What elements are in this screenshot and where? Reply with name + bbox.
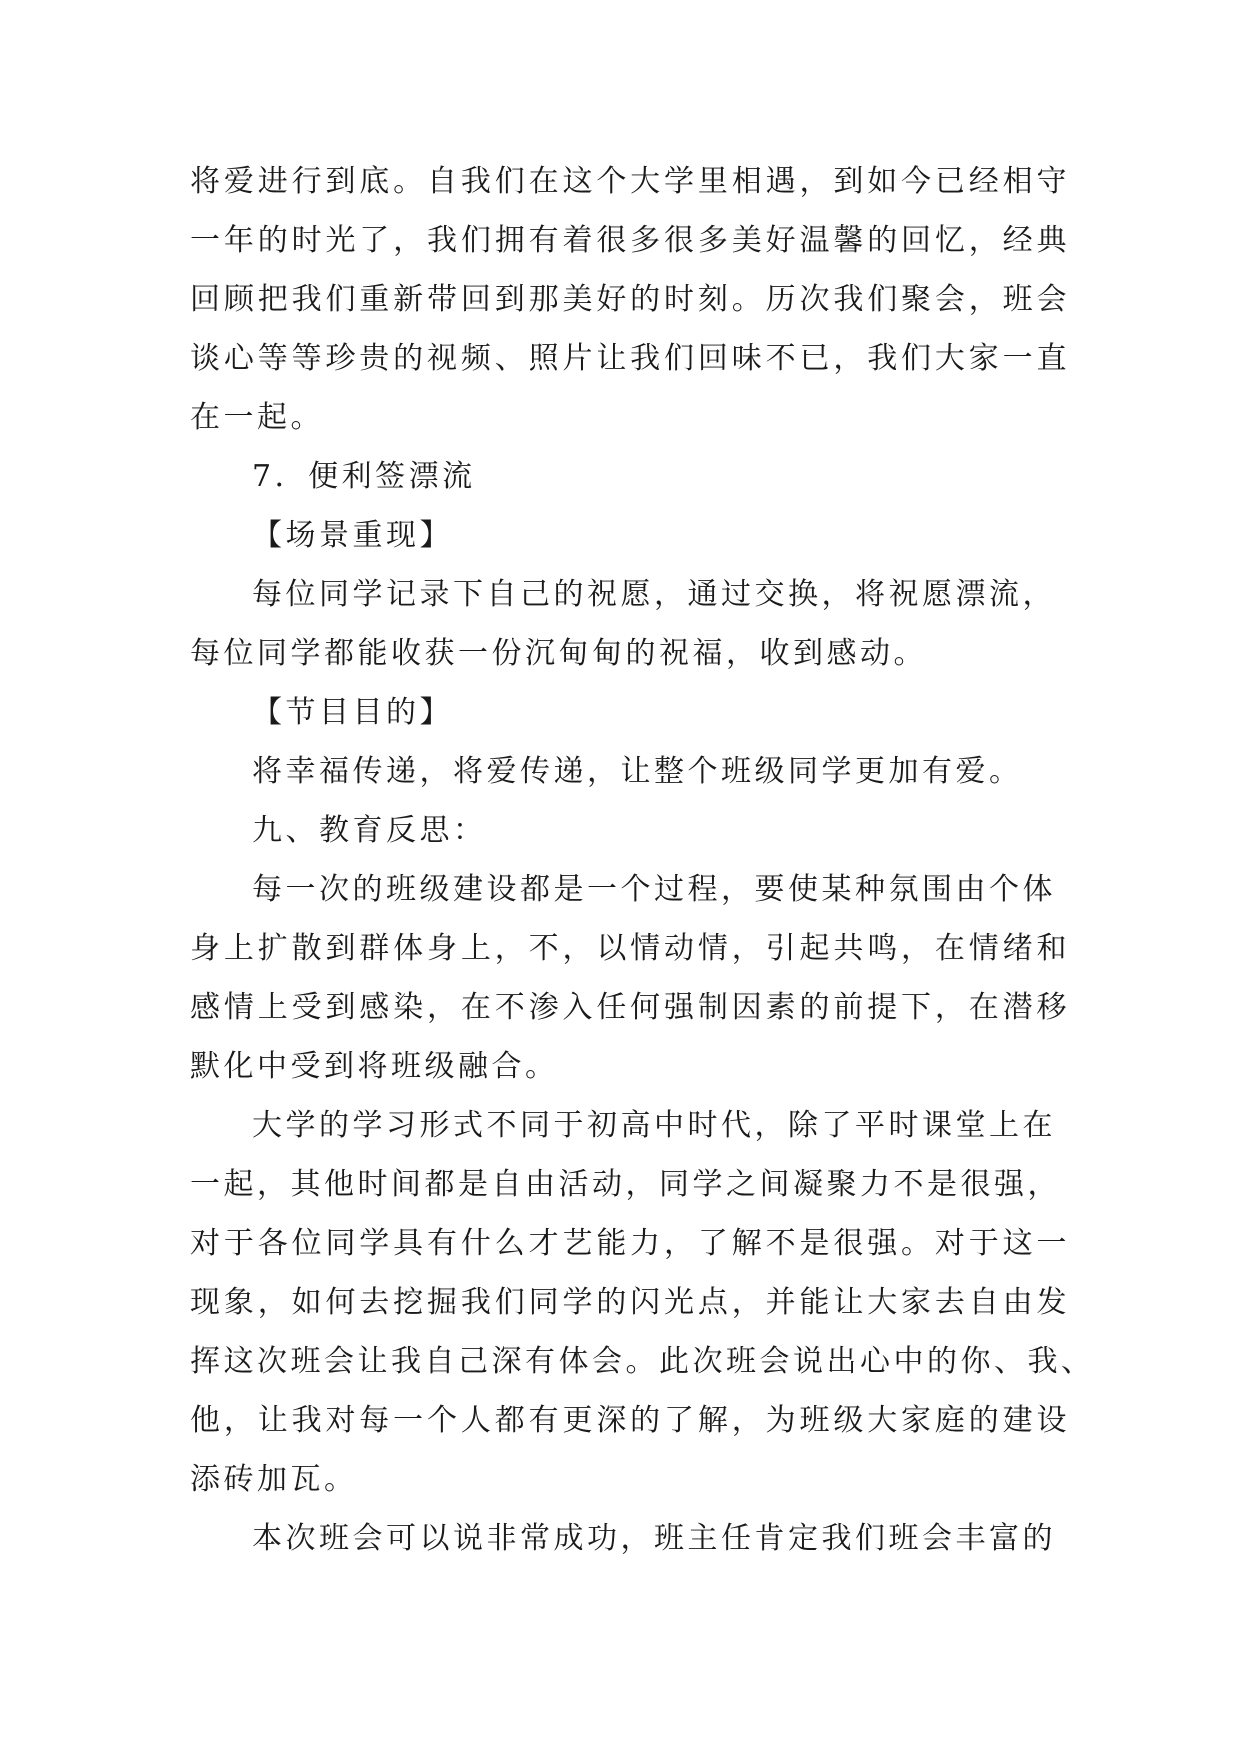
text-line: 每位同学记录下自己的祝愿，通过交换，将祝愿漂流， [252,577,1056,612]
text-line: 一起，其他时间都是自由活动，同学之间凝聚力不是很强， [190,1167,1061,1202]
section-heading-education-reflection [190,801,1070,860]
text-line: 添砖加瓦。 [190,1462,358,1497]
text-line: 挥这次班会让我自己深有体会。此次班会说出心中的你、我、 [190,1344,1095,1379]
text-line: 现象，如何去挖掘我们同学的闪光点，并能让大家去自由发 [190,1285,1070,1320]
subheading-program-purpose [190,683,1070,742]
text-line: 谈心等等珍贵的视频、照片让我们回味不已，我们大家一直 [190,341,1070,376]
text-line: 7．便利签漂流 [252,459,476,494]
section-heading-sticky-note-drift [190,447,1070,506]
text-line: 每位同学都能收获一份沉甸甸的祝福，收到感动。 [190,636,927,671]
document-body [190,152,1095,1568]
text-line: 将爱进行到底。自我们在这个大学里相遇，到如今已经相守 [190,164,1070,199]
paragraph-conclusion [190,1509,1070,1568]
text-line: 九、教育反思： [252,813,487,848]
text-line: 对于各位同学具有什么才艺能力，了解不是很强。对于这一 [190,1226,1070,1261]
paragraph-university-learning [190,1096,1095,1509]
text-line: 在一起。 [190,400,324,435]
text-line: 感情上受到感染，在不渗入任何强制因素的前提下，在潜移 [190,990,1070,1025]
text-line: 【节目目的】 [252,695,453,730]
paragraph-scene-description [190,565,1070,683]
text-line: 回顾把我们重新带回到那美好的时刻。历次我们聚会，班会 [190,282,1070,317]
text-line: 【场景重现】 [252,518,453,553]
paragraph-purpose-description [190,742,1070,801]
text-line: 身上扩散到群体身上，不，以情动情，引起共鸣，在情绪和 [190,931,1070,966]
text-line: 默化中受到将班级融合。 [190,1049,559,1084]
text-line: 大学的学习形式不同于初高中时代，除了平时课堂上在 [252,1108,1056,1143]
text-line: 一年的时光了，我们拥有着很多很多美好温馨的回忆，经典 [190,223,1070,258]
text-line: 将幸福传递，将爱传递，让整个班级同学更加有爱。 [252,754,1023,789]
text-line: 每一次的班级建设都是一个过程，要使某种氛围由个体 [252,872,1056,907]
subheading-scene-recreation [190,506,1070,565]
paragraph-class-building [190,860,1070,1096]
text-line: 本次班会可以说非常成功，班主任肯定我们班会丰富的 [252,1521,1056,1556]
text-line: 他，让我对每一个人都有更深的了解，为班级大家庭的建设 [190,1403,1070,1438]
paragraph-love-to-the-end [190,152,1070,447]
